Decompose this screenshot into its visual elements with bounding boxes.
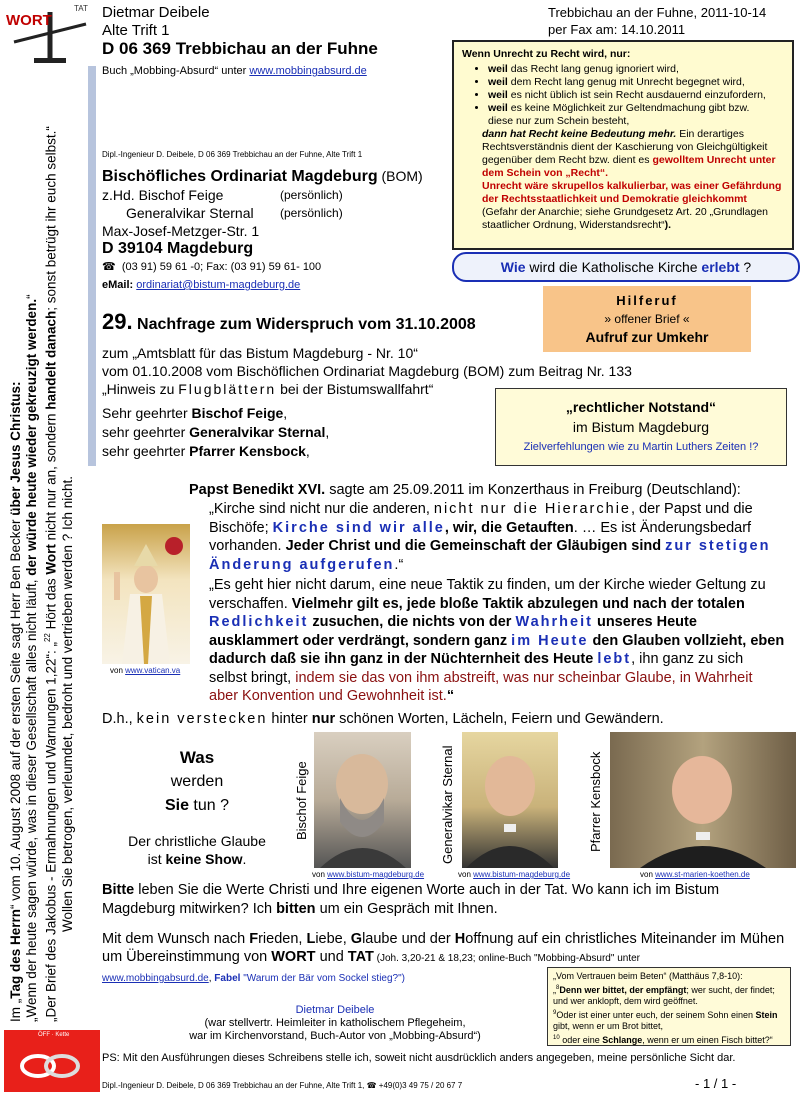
- recipient-attn2: Generalvikar Sternal: [126, 205, 254, 221]
- list-item: • weil es keine Möglichkeit zur Geltendmachung gibt bzw. diese nur zum Schein besteht,: [488, 102, 784, 128]
- subject-flugblaetter: Flugblättern: [178, 381, 277, 397]
- bistum-link-1[interactable]: www.bistum-magdeburg.de: [327, 870, 425, 879]
- postscript: PS: Mit den Ausführungen dieses Schreibens stelle ich, soweit nicht ausdrücklich anders angegeben, meine persönliche Sicht dar.: [102, 1052, 736, 1064]
- sidebar-line2c: “: [24, 294, 39, 299]
- wunsch-paragraph: Mit dem Wunsch nach Frieden, Liebe, Glaube und der Hoffnung auf ein christliches Miteinander im Mühen um Übereinstimmung von WORT und TAT (Joh. 3,20-21 & 18,23; online-Buch "Mobbing-Absurd" unter www.mobbingabsurd.de, Fabel "Warum der Bär vom Sockel stieg?"): [102, 931, 785, 984]
- return-address: Dipl.-Ingenieur D. Deibele, D 06 369 Trebbichau an der Fuhne, Alte Trift 1: [102, 150, 363, 159]
- bottom-logo-label: ÖFF · Kette: [38, 1032, 70, 1038]
- attn2-note: (persönlich): [280, 206, 343, 220]
- phone-icon: ☎: [102, 261, 116, 273]
- date-block: [548, 4, 766, 38]
- notstand-sub: im Bistum Magdeburg: [572, 419, 710, 435]
- book-prefix: Buch „Mobbing-Absurd“ unter: [102, 65, 250, 77]
- attn1-note: (persönlich): [280, 188, 343, 202]
- signer-line2: war im Kirchenvorstand, Buch-Autor von „Mobbing-Absurd“): [189, 1030, 481, 1042]
- sidebar-tag-des-herrn: Tag des Herrn: [8, 908, 23, 999]
- letter-title: [102, 309, 476, 335]
- portrait-caption-kensbock: von www.st-marien-koethen.de: [640, 870, 750, 879]
- person-icon: [314, 732, 411, 868]
- list-item: • weil das Recht lang genug ignoriert wird,: [488, 63, 784, 76]
- recipient-abbr: (BOM): [377, 168, 423, 184]
- quote-kirche-sind-wir-alle: Kirche sind wir alle: [272, 519, 445, 536]
- pill-erlebt: erlebt: [701, 259, 740, 275]
- signer-line1: (war stellvertr. Heimleiter in katholischem Pflegeheim,: [204, 1017, 466, 1029]
- portrait-kensbock: [610, 732, 796, 868]
- subject-line2: vom 01.10.2008 vom Bischöflichen Ordinariat Magdeburg (BOM) zum Beitrag Nr. 133: [102, 363, 632, 379]
- fax-date: per Fax am: 14.10.2011: [548, 22, 686, 37]
- sidebar-text-a: Im „: [8, 998, 23, 1022]
- unrecht-box: [452, 40, 794, 250]
- sender-name: Dietmar Deibele: [102, 4, 210, 21]
- greet-sternal: Generalvikar Sternal: [189, 424, 326, 440]
- sidebar-text: Im „Tag des Herrn“ vom 10. August 2008 auf der ersten Seite sagt Herr Ben Becker über Jesus Christus: „Wenn der heute sagen würde, was in dieser Gesellschaft alles nicht läuft, der würde heute wieder gekreuzigt werden.“ „Der Brief des Jakobus - Ermahnungen und Warnungen 1,22“: „$^{22}$ Hört das Wort nicht nur an, sondern handelt danach; sonst betrügt ihr euch selbst.“ Wollen Sie betrogen, verleumdet, bedroht und vertrieben werden ? Ich nicht.: [4, 66, 86, 1028]
- page-number: - 1 / 1 -: [695, 1076, 737, 1091]
- pope-quote: „Kirche sind nicht nur die anderen, nicht nur die Hierarchie, der Papst und die Bischöfe; Kirche sind wir alle, wir, die Getauften. … Es ist Änderungsbedarf vorhanden. Jeder Christ und die Gemeinschaft der Gläubigen sind zur stetigen Änderung aufgerufen.“ „Es geht hier nicht darum, eine neue Taktik zu finden, um der Kirche wieder Geltung zu verschaffen. Vielmehr gilt es, jede bloße Taktik abzulegen und nach der totalen Redlichkeit zusuchen, die nichts von der Wahrheit unseres Heute ausklammert oder verdrängt, sondern ganz im Heute den Glauben vollzieht, eben dadurch daß sie ihn ganz in der Nüchternheit des Heute lebt, ihn ganz zu sich selbst bringt, indem sie das von ihm abstreift, was nur scheinbar Glaube, in Wahrheit aber Konvention und Gewohnheit ist.“: [209, 501, 785, 704]
- label-feige-wrap: [292, 732, 314, 868]
- greet-feige: Bischof Feige: [191, 405, 284, 421]
- list-item: • weil es nicht üblich ist sein Recht ausdauernd einzufordern,: [488, 89, 784, 102]
- sidebar-line3e: nicht nur an, sondern: [43, 409, 59, 545]
- recipient-city: D 39104 Magdeburg: [102, 240, 254, 257]
- email-label: eMail:: [102, 279, 137, 291]
- subject-line1: zum „Amtsblatt für das Bistum Magdeburg - Nr. 10“: [102, 345, 418, 361]
- bottom-logo: [4, 1030, 100, 1092]
- salutation: Sehr geehrter Bischof Feige, sehr geehrter Generalvikar Sternal, sehr geehrter Pfarrer Kensbock,: [102, 405, 330, 459]
- hilferuf-sub: » offener Brief «: [604, 312, 690, 326]
- kirche-erlebt-banner: [452, 252, 800, 282]
- sidebar-jesus: über Jesus Christus: [8, 385, 23, 516]
- sidebar-handelt: handelt danach: [43, 310, 59, 410]
- sidebar-wort: Wort: [43, 544, 59, 575]
- pill-end: ?: [739, 259, 752, 275]
- label-sternal-wrap: [438, 732, 460, 868]
- sidebar-line3g: ; sonst betrügt ihr euch selbst.“: [43, 126, 59, 311]
- sender-address: [102, 4, 378, 80]
- bitte-paragraph: Bitte leben Sie die Werte Christi und Ihre eigenen Worte auch in der Tat. Wo kann ich im Bistum Magdeburg mitwirken? Ich bitten um ein Gespräch mit Ihnen.: [102, 882, 720, 917]
- vertrauen-box: „Vom Vertrauen beim Beten“ (Matthäus 7,8-10): „$^8$Denn wer bittet, der empfängt; wer sucht, der findet; und wer anklopft, dem wird geöffnet. $^9$Oder ist einer unter euch, der seinem Sohn einen Stein gibt, wenn er um Brot bittet, $^{10}$ oder eine Schlange, wenn er um einen Fisch bittet?“: [547, 967, 791, 1046]
- pope-caption: von www.vatican.va: [110, 666, 181, 675]
- pill-mid: wird die Katholische Kirche: [525, 259, 702, 275]
- pope-photo: [102, 524, 190, 664]
- was-werden-sie-tun: Was werden Sie tun ?: [164, 748, 230, 814]
- pope-figure-icon: [102, 524, 190, 664]
- greet-kensbock: Pfarrer Kensbock: [189, 443, 306, 459]
- pope-intro: [189, 482, 741, 498]
- portrait-feige: [314, 732, 411, 868]
- chain-icon: [4, 1030, 100, 1092]
- place-date: Trebbichau an der Fuhne, 2011-10-14: [548, 5, 767, 20]
- logo-tat: TAT: [74, 4, 88, 13]
- notstand-title: „rechtlicher Notstand“: [565, 399, 717, 415]
- sender-city: D 06 369 Trebbichau an der Fuhne: [102, 39, 378, 58]
- list-item: • weil dem Recht lang genug mit Unrecht begegnet wird,: [488, 76, 784, 89]
- quote-aenderung: zur stetigen Änderung aufgerufen: [209, 538, 771, 573]
- pope-intro-text: sagte am 25.09.2011 im Konzerthaus in Freiburg (Deutschland):: [325, 482, 741, 498]
- recipient-phone: (03 91) 59 61 -0; Fax: (03 91) 59 61- 100: [121, 261, 322, 273]
- sidebar-line2a: „Wenn der heute sagen würde, was in dieser Gesellschaft alles nicht läuft,: [24, 575, 39, 1022]
- pill-wie: Wie: [500, 259, 526, 275]
- keine-show: Der christliche Glaube ist keine Show.: [128, 833, 266, 867]
- person-icon: [610, 732, 796, 868]
- title-number: 29.: [102, 309, 133, 334]
- signature-block: [150, 1004, 520, 1043]
- hilferuf-call: Aufruf zur Umkehr: [585, 329, 709, 345]
- recipient-org: Bischöfliches Ordinariat Magdeburg: [102, 168, 378, 185]
- person-icon: [462, 732, 558, 868]
- recipient-street: Max-Josef-Metzger-Str. 1: [102, 223, 260, 239]
- subject-l3c: bei der Bistumswallfahrt“: [276, 381, 434, 397]
- portrait-label-sternal: Generalvikar Sternal: [440, 745, 455, 864]
- mobbingabsurd-link[interactable]: www.mobbingabsurd.de: [102, 973, 209, 984]
- unrecht-heading: Wenn Unrecht zu Recht wird, nur:: [462, 48, 631, 60]
- bistum-link-2[interactable]: www.bistum-magdeburg.de: [473, 870, 571, 879]
- sidebar-verse: 22: [43, 633, 52, 643]
- sidebar-line3a: „Der Brief des Jakobus - Ermahnungen und Warnungen 1,22“: „: [43, 642, 59, 1022]
- portrait-caption-feige: von www.bistum-magdeburg.de: [312, 870, 425, 879]
- sidebar-line3c: Hört das: [43, 574, 59, 634]
- sidebar-line4: Wollen Sie betrogen, verleumdet, bedroht und vertrieben werden ? Ich nicht.: [59, 475, 75, 932]
- title-text: Nachfrage zum Widerspruch vom 31.10.2008: [132, 316, 476, 333]
- portrait-sternal: [462, 732, 558, 868]
- portrait-label-kensbock: Pfarrer Kensbock: [588, 751, 603, 852]
- notstand-note: Zielverfehlungen wie zu Martin Luthers Zeiten !?: [523, 441, 759, 453]
- portrait-label-feige: Bischof Feige: [294, 761, 309, 840]
- hilferuf-title: Hilferuf: [616, 293, 678, 308]
- vertrauen-title: „Vom Vertrauen beim Beten“ (Matthäus 7,8-10):: [553, 971, 743, 981]
- footer: Dipl.-Ingenieur D. Deibele, D 06 369 Trebbichau an der Fuhne, Alte Trift 1, ☎ +49(0)3 49 75 / 20 67 7: [102, 1081, 463, 1090]
- unrecht-list: [462, 63, 784, 128]
- notstand-box: [495, 388, 787, 466]
- wort-tat-logo: [4, 2, 96, 64]
- signer-name: Dietmar Deibele: [295, 1004, 375, 1016]
- portrait-caption-sternal: von www.bistum-magdeburg.de: [458, 870, 571, 879]
- hilferuf-box: [543, 286, 751, 352]
- recipient-email-link[interactable]: ordinariat@bistum-magdeburg.de: [136, 279, 301, 291]
- sidebar-quote: [4, 66, 86, 1028]
- sender-street: Alte Trift 1: [102, 22, 170, 39]
- dh-line: D.h., kein verstecken hinter nur schönen Worten, Lächeln, Feiern und Gewändern.: [102, 711, 664, 727]
- koethen-link[interactable]: www.st-marien-koethen.de: [655, 870, 750, 879]
- logo-wort: WORT: [6, 12, 52, 29]
- sidebar-accent: [88, 66, 96, 466]
- book-link[interactable]: www.mobbingabsurd.de: [249, 65, 367, 77]
- book-line: [102, 62, 378, 80]
- subject-l3a: „Hinweis zu: [102, 381, 179, 397]
- pope-name: Papst Benedikt XVI.: [189, 482, 326, 498]
- vatican-link[interactable]: www.vatican.va: [125, 666, 181, 675]
- sidebar-text-c: “ vom 10. August 2008 auf der ersten Seite sagt Herr Ben Becker: [8, 515, 23, 909]
- recipient-address: [102, 167, 423, 294]
- unrecht-consequence: dann hat Recht keine Bedeutung mehr. Ein derartiges Rechtsverständnis dient der Kaschierung von Gleichgültigkeit gegenüber dem Recht bzw. dient es gewolltem Unrecht unter dem Schein von „Recht“. Unrecht wäre skrupellos kalkulierbar, was einer Gefährdung der Rechtsstaatlichkeit und Demokratie gleichkommt (Gefahr der Anarchie; siehe Grundgesetz Art. 20 „Grundlagen staatlicher Ordnung, Widerstandsrecht“).: [482, 128, 782, 231]
- label-kensbock-wrap: [586, 732, 608, 868]
- sidebar-line2b: der würde heute wieder gekreuzigt werden.: [24, 298, 39, 576]
- recipient-attn1: z.Hd. Bischof Feige: [102, 187, 224, 203]
